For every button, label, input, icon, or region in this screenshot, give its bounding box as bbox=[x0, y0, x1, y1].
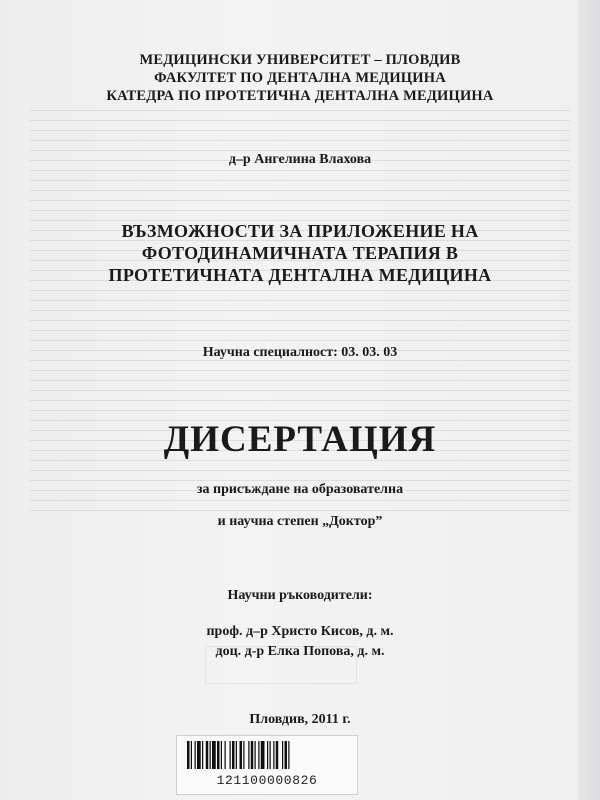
thesis-title-line-3: ПРОТЕТИЧНАТА ДЕНТАЛНА МЕДИЦИНА bbox=[108, 265, 492, 285]
university-name: МЕДИЦИНСКИ УНИВЕРСИТЕТ – ПЛОВДИВ bbox=[139, 52, 461, 68]
degree-purpose-line-1: за присъждане на образователна bbox=[196, 482, 404, 497]
barcode-number: 121100000826 bbox=[216, 773, 318, 788]
thesis-title-line-2: ФОТОДИНАМИЧНАТА ТЕРАПИЯ В bbox=[141, 243, 459, 263]
place-and-year: Пловдив, 2011 г. bbox=[249, 712, 351, 727]
document-type-heading: ДИСЕРТАЦИЯ bbox=[163, 419, 437, 460]
supervisor-name: проф. д–р Христо Кисов, д. м. bbox=[206, 624, 394, 639]
page-edge-shadow bbox=[578, 0, 600, 800]
bleed-through-text bbox=[30, 110, 570, 530]
department-name: КАТЕДРА ПО ПРОТЕТИЧНА ДЕНТАЛНА МЕДИЦИНА bbox=[106, 88, 494, 104]
author-name: д–р Ангелина Влахова bbox=[228, 152, 372, 167]
faculty-name: ФАКУЛТЕТ ПО ДЕНТАЛНА МЕДИЦИНА bbox=[154, 70, 446, 86]
thesis-title-line-1: ВЪЗМОЖНОСТИ ЗА ПРИЛОЖЕНИЕ НА bbox=[121, 221, 479, 241]
supervisor-name: доц. д-р Елка Попова, д. м. bbox=[215, 644, 385, 659]
barcode-graphic bbox=[187, 741, 347, 769]
degree-purpose-line-2: и научна степен „Доктор” bbox=[217, 514, 383, 529]
barcode-label bbox=[176, 735, 358, 795]
scientific-specialty: Научна специалност: 03. 03. 03 bbox=[202, 345, 398, 360]
supervisors-label: Научни ръководители: bbox=[227, 588, 373, 603]
